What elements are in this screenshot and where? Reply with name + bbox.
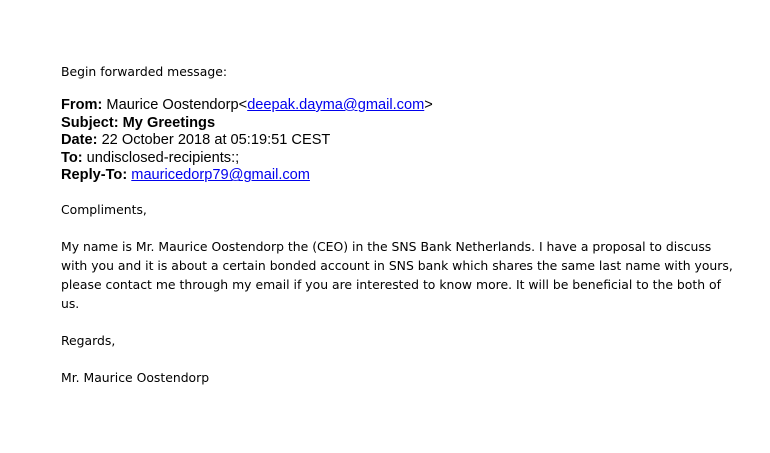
to-label: To: bbox=[61, 149, 83, 166]
to-value: undisclosed-recipients:; bbox=[86, 149, 240, 166]
date-label: Date: bbox=[61, 132, 98, 149]
message-line: with you and it is about a certain bonded account in SNS bank which shares the same last name with yours, bbox=[61, 257, 733, 273]
reply-to-email-link[interactable]: mauricedorp79@gmail.com bbox=[131, 167, 310, 184]
forward-intro: Begin forwarded message: bbox=[61, 64, 228, 79]
subject-label: Subject: bbox=[61, 114, 119, 131]
from-close-bracket: > bbox=[424, 97, 433, 113]
greeting: Compliments, bbox=[61, 201, 147, 217]
email-headers bbox=[61, 97, 741, 185]
from-email-link[interactable]: deepak.dayma@gmail.com bbox=[247, 97, 425, 113]
date-line bbox=[61, 132, 741, 150]
sign-off: Regards, bbox=[61, 332, 116, 348]
reply-to-line bbox=[61, 167, 741, 185]
date-value: 22 October 2018 at 05:19:51 CEST bbox=[101, 132, 331, 149]
from-open-bracket: < bbox=[238, 97, 248, 113]
from-label: From: bbox=[61, 97, 103, 113]
from-name: Maurice Oostendorp bbox=[106, 97, 239, 113]
reply-to-label: Reply-To: bbox=[61, 167, 128, 184]
message-line: My name is Mr. Maurice Oostendorp the (CEO) in the SNS Bank Netherlands. I have a proposal to discuss bbox=[61, 238, 712, 254]
email-content bbox=[61, 62, 741, 387]
from-line bbox=[61, 97, 741, 115]
to-line bbox=[61, 150, 741, 168]
message-line: us. bbox=[61, 295, 80, 311]
message-body bbox=[61, 237, 741, 313]
message-line: please contact me through my email if you are interested to know more. It will be beneficial to the both of bbox=[61, 276, 721, 292]
subject-line bbox=[61, 115, 741, 133]
subject-value: My Greetings bbox=[122, 114, 216, 131]
signature: Mr. Maurice Oostendorp bbox=[61, 369, 210, 385]
